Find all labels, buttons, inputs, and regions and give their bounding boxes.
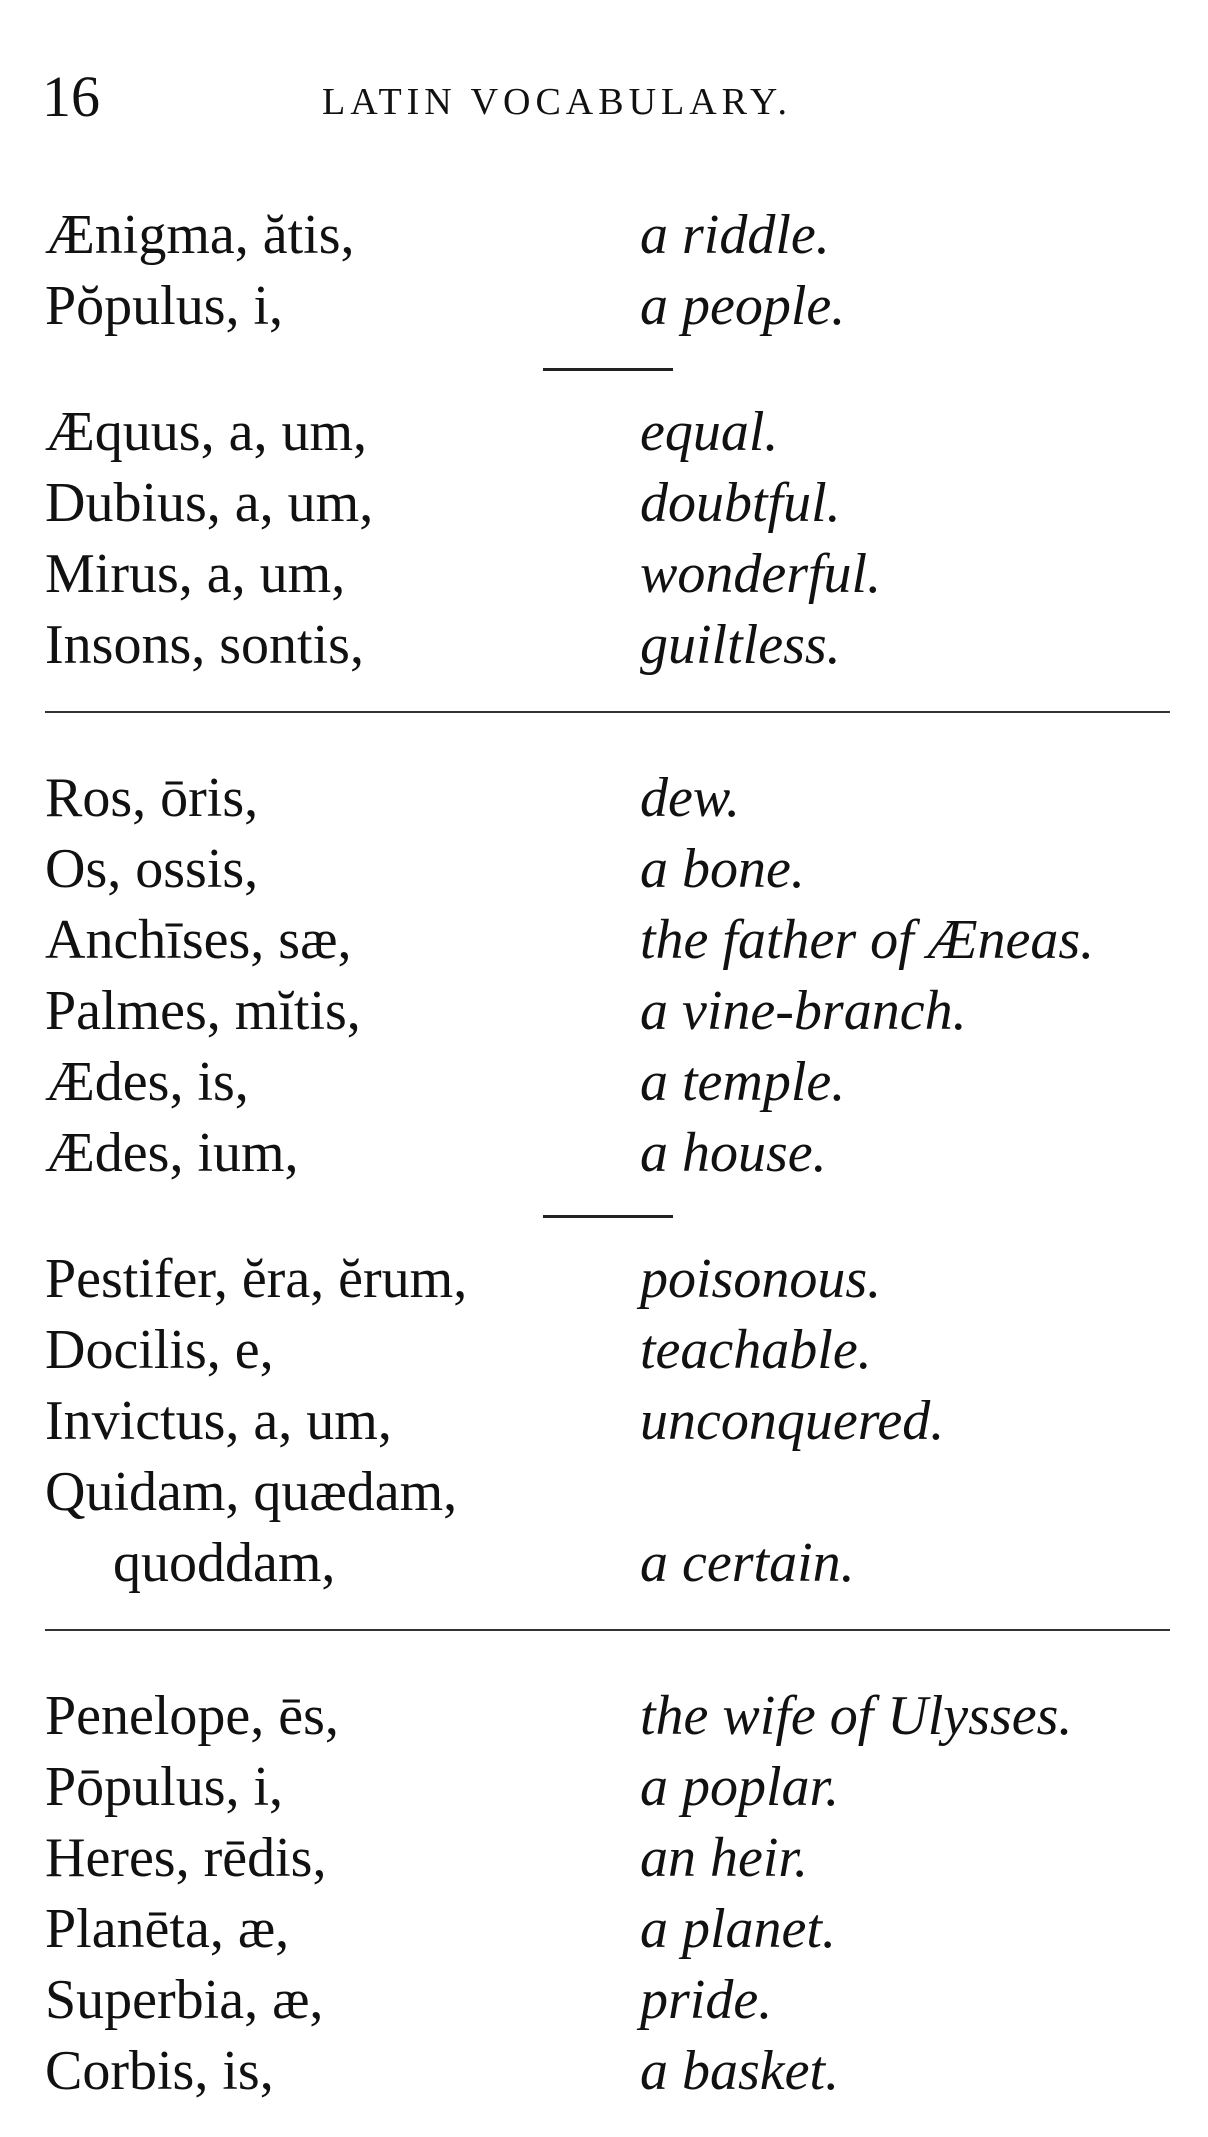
english-meaning: the wife of Ulysses. — [640, 1685, 1073, 1747]
english-meaning: guiltless. — [640, 614, 841, 676]
vocab-entry — [45, 1965, 1175, 2036]
vocab-entry — [45, 1244, 1175, 1315]
latin-word: Anchīses, sæ, — [45, 909, 352, 971]
english-meaning: equal. — [640, 401, 779, 463]
latin-word: Palmes, mĭtis, — [45, 980, 361, 1042]
english-meaning: an heir. — [640, 1827, 808, 1889]
latin-word: Invictus, a, um, — [45, 1390, 392, 1452]
english-meaning: a bone. — [640, 838, 805, 900]
english-meaning: wonderful. — [640, 543, 882, 605]
english-meaning: a house. — [640, 1122, 827, 1184]
latin-word — [45, 1457, 635, 1599]
english-meaning: a people. — [640, 275, 846, 337]
vocabulary-list — [45, 200, 1175, 2107]
latin-word: Pōpulus, i, — [45, 1756, 284, 1818]
english-meaning: a basket. — [640, 2040, 840, 2102]
latin-word: Planēta, æ, — [45, 1898, 290, 1960]
short-divider — [45, 342, 1175, 397]
latin-word-line: Quidam, quædam, — [45, 1461, 458, 1523]
vocab-entry — [45, 1386, 1175, 1457]
english-meaning: unconquered. — [640, 1390, 945, 1452]
latin-word: Penelope, ēs, — [45, 1685, 339, 1747]
english-meaning: the father of Æneas. — [640, 909, 1095, 971]
english-meaning: a vine-branch. — [640, 980, 967, 1042]
vocab-entry — [45, 1118, 1175, 1189]
vocab-entry — [45, 271, 1175, 342]
english-meaning: a certain. — [640, 1532, 855, 1594]
latin-word: Ros, ōris, — [45, 767, 259, 829]
latin-word: Os, ossis, — [45, 838, 259, 900]
vocab-entry — [45, 397, 1175, 468]
latin-word: Heres, rēdis, — [45, 1827, 327, 1889]
long-divider — [45, 1599, 1175, 1681]
running-head: LATIN VOCABULARY. — [322, 81, 792, 123]
english-meaning: dew. — [640, 767, 741, 829]
vocab-entry — [45, 200, 1175, 271]
vocab-entry — [45, 834, 1175, 905]
latin-word: Docilis, e, — [45, 1319, 274, 1381]
vocab-entry — [45, 1681, 1175, 1752]
page-number: 16 — [42, 64, 100, 129]
english-meaning: pride. — [640, 1969, 773, 2031]
latin-word: Æquus, a, um, — [45, 401, 367, 463]
latin-word: Corbis, is, — [45, 2040, 274, 2102]
latin-word: Ædes, is, — [45, 1051, 249, 1113]
english-meaning: a poplar. — [640, 1756, 840, 1818]
latin-word: Ænigma, ătis, — [45, 204, 355, 266]
vocab-entry — [45, 1315, 1175, 1386]
vocab-entry — [45, 905, 1175, 976]
vocab-entry — [45, 763, 1175, 834]
latin-word: Pŏpulus, i, — [45, 275, 284, 337]
english-meaning: a riddle. — [640, 204, 830, 266]
vocab-entry — [45, 468, 1175, 539]
vocab-entry — [45, 1823, 1175, 1894]
vocab-entry — [45, 1752, 1175, 1823]
vocab-entry — [45, 2036, 1175, 2107]
vocab-entry — [45, 1457, 1175, 1599]
english-meaning: a temple. — [640, 1051, 846, 1113]
page-header — [42, 62, 1172, 132]
vocab-entry — [45, 1894, 1175, 1965]
vocab-entry — [45, 976, 1175, 1047]
long-divider — [45, 681, 1175, 763]
latin-word: Pestifer, ĕra, ĕrum, — [45, 1248, 468, 1310]
short-divider — [45, 1189, 1175, 1244]
latin-word: Insons, sontis, — [45, 614, 364, 676]
latin-word: Ædes, ium, — [45, 1122, 299, 1184]
english-meaning: a planet. — [640, 1898, 836, 1960]
latin-word: Mirus, a, um, — [45, 543, 346, 605]
latin-word: Dubius, a, um, — [45, 472, 374, 534]
english-meaning: doubtful. — [640, 472, 841, 534]
english-meaning: teachable. — [640, 1319, 872, 1381]
vocab-entry — [45, 539, 1175, 610]
vocab-entry — [45, 1047, 1175, 1118]
latin-word: Superbia, æ, — [45, 1969, 324, 2031]
english-meaning: poisonous. — [640, 1248, 882, 1310]
vocab-entry — [45, 610, 1175, 681]
latin-word-continuation: quoddam, — [113, 1532, 336, 1594]
